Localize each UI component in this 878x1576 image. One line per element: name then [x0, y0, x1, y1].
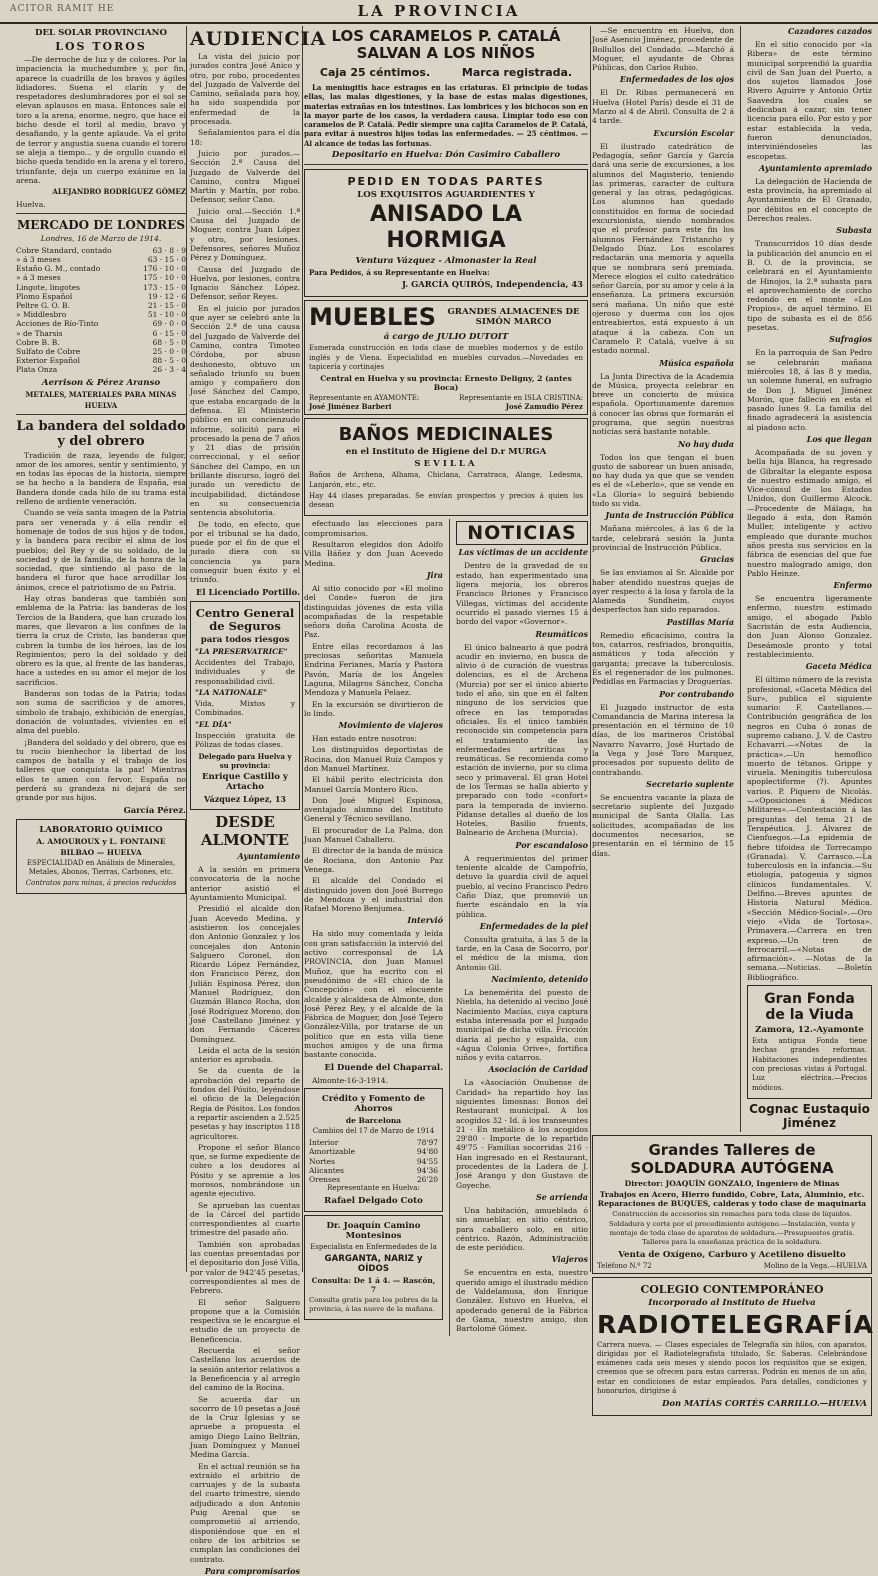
paragraph: El director de la banda de música de Rociana, don Antonio Paz Venega. — [304, 846, 443, 874]
divider — [16, 213, 186, 214]
market-date: Londres, 16 de Marzo de 1914. — [40, 234, 162, 244]
credito-label: Nortes — [309, 1156, 335, 1166]
audiencia-sign: El Licenciado Portillo. — [196, 586, 300, 597]
lab-special: ESPECIALIDAD en Análisis de Minerales, Metales, Abonos, Tierras, Carbones, etc. — [26, 858, 176, 876]
market-firm-city: HUELVA — [84, 400, 118, 410]
toros-place: Huelva. — [16, 200, 46, 210]
news-text: —Se encuentra en Huelva, don José Asencio Jiménez, procedente de Bollullos del Condado. —Marchó á Moguer, el ayudante de Obras Públicas, don Carlos Rubio. — [592, 26, 734, 73]
market-label: Cobre Standard, contado — [16, 245, 112, 255]
credito-ad — [304, 1088, 443, 1212]
paragraph: Se aprueban las cuentas de la Cárcel del partido correspondientes al cuarto trimestre del pasado año. — [190, 1200, 300, 1238]
local-news — [747, 26, 872, 982]
soldadura-dir: Director: JOAQUÍN GONZALO, Ingeniero de Minas — [624, 1178, 840, 1188]
subheading: Intervió — [407, 915, 443, 926]
market-firm-line: METALES, MATERIALES PARA MINAS — [25, 389, 177, 399]
news-text: Se encuentra ligeramente enfermo, nuestro estimado amigo, el abogado Pablo Sacristán de esta Audiencia, don Juan Alonso Gonzalez. Deseámosle pronto y total restablecimiento. — [747, 594, 872, 659]
banos-ad — [304, 418, 588, 516]
subheading: Movimiento de viajeros — [338, 720, 443, 731]
news-heading: Las víctimas de un accidente — [458, 547, 588, 558]
hormiga-brand: ANISADO LA HORMIGA — [369, 202, 523, 254]
lab-city: BILBAO — HUELVA — [60, 847, 142, 857]
col4-right — [747, 26, 872, 1132]
hormiga-head: PEDID EN TODAS PARTES — [347, 175, 545, 189]
muebles-head — [309, 304, 583, 330]
colegio-title: COLEGIO CONTEMPORÁNEO — [640, 1282, 824, 1296]
audiencia-title: AUDIENCIA — [190, 28, 327, 50]
solar-title: DEL SOLAR PROVINCIANO — [35, 28, 167, 38]
radio-text: Carrera nueva. — Clases especiales de Telegrafía sin hilos, con aparatos, dirigidas por el Radiotelegrafista titulado, Sr. Saberas. Celebrándose exámenes cada seis meses y siendo pocos los requisitos que se exigen, creemos que se ofrecen para estas carreras. Podrán en menos de un año, estar en condiciones de estar empleados. Para detalles, condiciones y honorarios, dirigirse á — [597, 1340, 867, 1396]
centro-item: Accidentes del Trabajo, individuales y de responsabilidad civil. — [195, 657, 295, 686]
news-heading: Enfermo — [833, 580, 872, 591]
catala-title: LOS CARAMELOS P. CATALÁ SALVAN A LOS NIÑOS — [331, 27, 561, 62]
almonte-sub: Ayuntamiento — [237, 851, 300, 862]
news-heading: Pastillas María — [666, 616, 734, 627]
news-text: Se las enviamos al Sr. Alcalde por haber atendido nuestras quejas de ayer respecto á la losa y farola de la Alameda Sundheim, cuyos desperfectos han sido reparados. — [592, 568, 734, 615]
soldadura-text2: Construcción de accesorios sin remaches para toda clase de líquidos. Soldadura y corte por el procedimiento autógeno.—Instalación, venta y montaje de toda clase de aparatos de soldadura.—Presupuestos gratis. Talleres para la enseñanza práctica de la soldadura. — [608, 1210, 856, 1247]
camino-spec: GARGANTA, NARIZ y OÍDOS — [324, 1253, 423, 1274]
audiencia-text — [190, 52, 300, 585]
hormiga-ad — [304, 169, 588, 297]
paragraph: Entre ellas recordamos á las preciosas señoritas Manuela Endrina Ferianes, María y Pastora Pavón, María de los Ángeles Laguna, Milagros Sánchez, Concha Mendoza y Manuela Pelaez. — [304, 641, 443, 698]
market-row — [16, 273, 186, 282]
market-label: » de Tharsis — [16, 328, 63, 338]
market-row — [16, 338, 186, 347]
centro-item: Inspección gratuita de Pólizas de todas clases. — [195, 731, 295, 750]
banos-city: SEVILLA — [414, 459, 478, 470]
paragraph: Don José Miguel Espinosa, aventajado alumno del Instituto General y Técnico sevillano. — [304, 795, 443, 824]
paragraph: Hay otras banderas que también son emblema de la Patria: las banderas de los Tercios de la Bandera, que han cruzado los mares, que llevaron a los confines de la tierra la cruz de Cristo, las banderas que cubren la tumba de los héroes, las de los Regimientos; pero la del soldado y del obrero es la que, al frente de las banderas, hace a ustedes en su amor el mejor de los sacrificios. — [16, 594, 186, 687]
flag-sign: García Pérez. — [123, 804, 186, 815]
paragraph: El procurador de La Palma, don Juan Manuel Caballero. — [304, 825, 443, 845]
soldadura-text: Trabajos en Acero, Hierro fundido, Cobre, Lata, Aluminio, etc. Reparaciones de BUQUES, calderas y todo clase de maquinaria — [597, 1189, 867, 1209]
masthead — [0, 0, 878, 24]
noticias-list — [456, 547, 588, 1333]
muebles-rep2: Representante en ISLA CRISTINA: José Zamudio Pérez — [459, 394, 583, 412]
news-text: El último número de la revista profesional, «Gaceta Médica del Sur», publica el siguiente sumario: F. Castellanos.—Contribución geográfica de los negros en Cuba ó zonas de supremo cabano. J. V. de Castro Echavarri.—«Notas de la práctica».—Un hemoflico muerto de tétanos. Grippe y viruela. Meningitis tuberculosa apoplectiforme (?). Apuntes varios. P. Piquero de Nicolás.—«Oposiciones á Médicos Militares».—Contestación á las preguntas del tema 21 de Terapéutica. J. Álvarez de Cienfuegos.—La epidemia de fiebre tifoidea de Torrecampo (Granada). V. Carrasco.—La tuberculosis en la infancia.—Su etiología, patogenia y signos clínicos fundamentales. V. Delfino.—Breves apuntes de Historia Natural Médica. «Sección Médico-Social».—Oro viejo «Vida de Tortosa». Primavera.—Carrera en tren expreso.—Un tren de ferrocarril.—«Notas de afirmación». —Notas de la semana.—Noticias. —Boletín Bibliográfico. — [747, 675, 872, 982]
news-heading: Reumáticos — [535, 628, 588, 639]
centro-item: Vida, Mixtos y Combinados. — [195, 699, 295, 718]
market-value: 63 · 8 · 9 — [152, 245, 186, 255]
news-heading: Los que llegan — [806, 433, 872, 444]
column-rule — [302, 26, 303, 1272]
col4-left — [592, 26, 734, 1132]
camino-addr: Consulta: De 1 á 4. — Rascón, 7 — [311, 1275, 436, 1294]
column-rule — [449, 519, 450, 1335]
paragraph: En la excursión se divirtieron de lo lindo. — [304, 699, 443, 718]
centro-items — [195, 647, 295, 750]
muebles-central: Central en Huelva y su provincia: Ernesto Deligny, 2 (antes Boca) — [320, 374, 572, 393]
paragraph: Recuerda el señor Castellano los acuerdos de la sesión anterior relativos a la Beneficencia y al arreglo del camino de la Rocina. — [190, 1346, 300, 1393]
market-label: » á 3 meses — [16, 254, 61, 264]
news-heading: Gaceta Médica — [805, 661, 872, 672]
centro-item: "LA NATIONALE" — [195, 687, 268, 697]
paragraph: En el juicio por jurados que ayer se celebró ante la Sección 2.ª de una causa del Juzgado de Valverde del Camino, contra Timoteo Córdoba, por abuso deshonesto, obtuvo un señalado triunfo su buen amigo y compañero don José Sánchez del Campo, que estaba encargado de la defensa. El Ministerio público en un concienzudo informe, solicitó para el procesado la pena de 7 años y 21 días de prisión correccional, y el señor Sánchez del Campo, en un brillante discurso, logró del jurado un veredicto de inculpabilidad, dictándose en su consecuencia sentencia absolutoria. — [190, 303, 300, 518]
fonda-text: Esta antigua Fonda tiene hechas grandes reformas. Habitaciones independientes con preciosas vistas á Portugal. Luz eléctrica.—Precios módicos. — [752, 1037, 867, 1092]
soldadura-foot — [597, 1262, 867, 1270]
market-row — [16, 347, 186, 356]
market-value: 68 · 5 · 0 — [152, 337, 186, 347]
credito-line: Cambios del 17 de Marzo de 1914 — [312, 1126, 435, 1135]
divider — [16, 414, 186, 415]
credito-row — [309, 1138, 438, 1147]
news-text: Mañana miércoles, á las 6 de la tarde, celebrará sesión la Junta provincial de Instrucción Pública. — [592, 524, 734, 552]
soldadura-ad — [592, 1135, 872, 1274]
market-row — [16, 264, 186, 273]
paragraph: Juicio por jurados.—Sección 2.ª Causa del Juzgado de Valverde del Camino, contra Miguel Martín y Martín, por robo. Defensor, señor Cano. — [190, 148, 300, 205]
paragraph: Juicio oral.—Sección 1.ª Causa del Juzgado de Moguer, contra Juan López y otro, por lesiones. Defensores, señores Muñoz Pérez y Domínguez. — [190, 206, 300, 263]
credito-row — [309, 1166, 438, 1175]
colegio-sub: Incorporado al Instituto de Huelva — [648, 1297, 816, 1308]
credito-sub: de Barcelona — [345, 1115, 402, 1125]
credito-value: 94'80 — [416, 1147, 438, 1157]
camino-ad — [304, 1215, 443, 1321]
credito-label: Interior — [309, 1138, 339, 1148]
news-heading: Enfermedades de la piel — [479, 920, 588, 931]
news-text: Se encuentra vacante la plaza de secretario suplente del Juzgado municipal de Santa Olalla. Las solicitudes, acompañadas de los documentos necesarios, se presentarán en el término de 15 días. — [592, 792, 734, 858]
paragraph: A la sesión en primera convocatoria de la noche anterior asistió el Ayuntamiento Municipal. — [190, 865, 300, 903]
camino-sub: Especialista en Enfermedades de la — [310, 1242, 437, 1251]
noticias-section — [456, 519, 588, 1335]
paragraph: Presidió el alcalde don Juan Acevedo Medina, y asistieron los concejales don Antonio Gonzalez y los concejales don Antonio Salguero Coronel, don Ricardo López Fernández, don Francisco Pérez, don Julián Espinosa Pérez, don Manuel Rodríguez, don Guzmán Blanco Rocha, don José Rodríguez Moreno, don José Castellano Jiménez y don Fernando Cáceres Domínguez. — [190, 904, 300, 1044]
soldadura-tel: Teléfono N.º 72 — [597, 1261, 652, 1270]
centro-sub: para todos riesgos — [200, 634, 290, 645]
paragraph: Tradición de raza, leyendo de fulgor, amor de los amores, sentir y sentimiento, y en todas las épocas de la historia, siempre se ha hecho a la bandera de España, esa Bandera donde cada hilo de su trama está relleno de ardiente veneración. — [16, 450, 186, 507]
muebles-ad — [304, 300, 588, 415]
paragraph: La vista del juicio por jurados contra José Anico y otro, por robo, procedentes del Juzgado de Valverde del Camino, señalada para hoy, ha sido suspendida por enfermedad de la procesada. — [190, 52, 300, 127]
muebles-mgr: á cargo de JULIO DUTOIT — [383, 332, 509, 343]
paragraph: Almonte-16-3-1914. — [312, 1075, 389, 1085]
almonte-title: DESDE ALMONTE — [200, 813, 290, 850]
camino-note: Consulta gratis para los pobres de la provincia, á las nueve de la mañana. — [309, 1295, 438, 1314]
news-text: Acompañada de su joven y bella hija Blanca, ha regresado de Gibraltar la elegante esposa de nuestro estimado amigo, el Vice-cónsul de los Estados Unidos, don Guillermo Alcock. —Procedente de Málaga, ha llegado á esta, don Ramón Muller, inteligente y activo empleado que durante muchos años presta sus servicios en la fábrica de esencias del que fue nuestro malogrado amigo, don Pablo Heinze. — [747, 447, 872, 578]
credito-label: Orenses — [309, 1175, 341, 1184]
paragraph: Señalamientos para el día 18: — [190, 128, 300, 147]
market-row — [16, 255, 186, 264]
news-heading: Enfermedades de los ojos — [619, 74, 734, 85]
news-heading: Subasta — [836, 225, 872, 236]
news-text: Todos los que tengan el buen gusto de saborear un buen anisado, no hay duda ya que que se venden es el de «Leberlo», que se vende en «La Gloria» lo seguirá bebiendo todo su vida. — [592, 452, 734, 509]
flag-title: La bandera del soldado y del obrero — [16, 418, 186, 449]
news-text: El Dr. Ribas permanecerá en Huelva (Hotel París) desde el 31 de Marzo al 4 de Abril. Consulta de 2 á 4 tarde. — [592, 88, 734, 126]
credito-value: 94'55 — [416, 1156, 438, 1166]
market-label: » Middlesbro — [16, 310, 67, 320]
muebles-rep1: Representante en AYAMONTE: José Jiménez Barberi — [309, 394, 420, 412]
column-rule — [590, 26, 591, 1272]
muebles-text: Esmerada construcción en toda clase de muebles modernos y de estilo inglés y de Viena. Especialidad en muebles curvados.—Novedades en tapicería y cortinajes — [309, 344, 583, 371]
cognac-ad: Cognac Eustaquio Jiménez — [749, 1101, 870, 1130]
masthead-corner: ACITOR RAMIT HE — [10, 4, 115, 14]
credito-label: Amortizable — [309, 1147, 356, 1157]
news-text: En la parroquia de San Pedro se celebrarán mañana miércoles 18, á las 8 y media, un solemne funeral, en sufragio de Don J. Miguel Jiménez Morón, que falleció en esta el pasado lunes 9. La familia del finado agradecerá la asistencia al piadoso acto. — [747, 348, 872, 432]
hormiga-sub: LOS EXQUISITOS AGUARDIENTES Y — [357, 190, 535, 201]
market-label: Acciones de Río-Tinto — [16, 319, 99, 329]
market-value: 51 · 10 · 0 — [147, 310, 186, 320]
paragraph: ¡Bandera del soldado y del obrero, que es tu rocío bienhechor la libertad de los campos de batalla y el trabajo de los talleres que conquista la paz! Mientras ellos te amen con fervor, España no perderá su grandeza ni dejará de ser grande por sus hijos. — [16, 737, 186, 803]
market-value: 26 · 3 · 4 — [152, 365, 186, 375]
paragraph: También son aprobadas las cuentas presentadas por el depositario don José Villa, por valor de 942'45 pesetas, correspondientes al mes de Febrero. — [190, 1239, 300, 1296]
news-text: Se encuentra en esta, nuestro querido amigo el ilustrado médico de Valdelamusa, don Enrique González. Estuvo en Huelva, el apoderado general de la Fábrica de Gama, nuestro amigo, don Bartolomé Gómez. — [456, 1268, 589, 1334]
paragraph: El hábil perito electricista don Manuel García Montero Rico. — [304, 775, 443, 794]
paragraph: Ha sido muy comentada y leída con gran satisfacción la intervió del activo corresponsal de LA PROVINCIA, don Juan Manuel Muñoz, que ha escrito con el pseudónimo de «El chico de la Concepción» con el elocuente alcalde y alcaldesa de Almonte, don José Pérez Rey, y el alcalde de la Fábrica de Moguer, don José Tejero González-Villa, por tratarse de un político que en esta villa tiene muchos amigos y de una firma bastante conocida. — [304, 929, 443, 1060]
radio-title: RADIOTELEGRAFÍA — [597, 1309, 874, 1339]
centro-addr: Vázquez López, 13 — [204, 794, 286, 805]
radio-sign: Don MATÍAS CORTÉS CARRILLO.—HUELVA — [662, 1398, 867, 1409]
market-label: Plata Onza — [16, 365, 58, 375]
news-text: La delegación de Hacienda de esta provincia, ha apremiado al Ayuntamiento de El Granado, por débitos en el concepto de Derechos reales. — [747, 176, 872, 224]
credito-title: Crédito y Fomento de Ahorros — [321, 1093, 426, 1114]
paragraph: Cuando se veía santa imagen de la Patria para ser venerada y á ella rendir el homenaje de todos de sus hijos y de todos, y la bandera para recibir el alma de los pueblos; del Rey y de su soldado, de la sociedad y de la familia, de la honra de la sociedad, que sintiendo al paso de la bandera el furor que hace arrodillar los ánimos, crece el patriotismo de su Patria. — [16, 508, 186, 592]
col4-split — [592, 26, 872, 1132]
catala-reg: Marca registrada. — [461, 66, 573, 79]
paragraph: Se da cuenta de la aprobación del reparto de fondos del Pósito, leyéndose el oficio de la Delegación Regia de Pósitos. Los fondos a repartir ascienden a 2.525 pesetas y hay inscriptos 118 agricultores. — [190, 1066, 300, 1141]
credito-rep: Representante en Huelva: — [327, 1184, 420, 1193]
news-heading: Ayuntamiento apremiado — [759, 162, 872, 173]
column-rule — [740, 26, 741, 1132]
market-row — [16, 365, 186, 374]
news-heading: Cazadores cazados — [787, 26, 872, 36]
catala-text: La meningitis hace estragos en las criaturas. El principio de todas ellas, las malas digestiones, y la base de estas malas digestiones, materias extrañas en los intestinos. Las lombrices y los bichocos son en la mayor parte de los casos, la verdadera causa. Limpiar todo eso con caramelos de P. Catalá. Pedir siempre una cajita Caramelos de P. Catalá, para evitar á nuestros hijos todas las enfermedades. — 25 céntimos. — Al alcance de todas las fortunas. — [304, 83, 588, 148]
toros-text: —De derroche de luz y de colores. Por la impaciencia la muchedumbre y, por fin, aparece la cuadrilla de los bravos y ágiles lidiadores. Suena el clarín y de respetadores deslumbradores por el sol se elevan aplausos en masa. Entonces sale el toro a la arena, enorme, negro, que hace el bicho desde el toril al medio, bravo y desafiando, y la gente aplaude. Va el grito de terror y angustia suena cuando el torero se aleja a tiempo... y de orgullo cuando el bicho queda tendido en la arena y el torero, triunfante, deja un cuerpo exánime en la arena. — [16, 55, 186, 185]
news-heading: Se arrienda — [536, 1191, 588, 1202]
news-text: La benemérita del puesto de Niebla, ha detenido al vecino José Nacimiento Macías, cuya captura estaba interesada por el Juzgado municipal de dicha villa. Fricción diaria al pecho y espalda, con «Agua Colonia Orive», fortifica niños y evita catarros. — [456, 988, 588, 1063]
news-text: Una habitación, amueblada ó sin amueblar, en sitio céntrico, para caballero solo, en sitio céntrico. Razón, Administración de este periódico. — [456, 1205, 588, 1253]
credito-row — [309, 1157, 438, 1166]
subheading: Jira — [426, 569, 443, 580]
centro-title: Centro General de Seguros — [195, 605, 295, 633]
news-text: El único balneario á que podrá acudir en invierno, en busca de alivio ó de curación de vuestras dolencias, es el de Archena (Murcia) por ser el único abierto todo el año, sin que en él falten ninguno de los servicios que ofrece en las temporadas oficiales. Es el único también reconocido sin competencia para el tratamiento de las enfermedades artríticas y reumáticas. Se recomienda como estación de invierno, por su clima seco y primaveral. El gran Hotel de los Termas se halla abierto y preparado con todo «confort» para la temporada de invierno. Pídanse detalles al dueño de los Hoteles, Basilio fruents, Balneario de Archena (Murcia). — [456, 642, 588, 838]
news-heading: Música española — [659, 357, 734, 368]
market-label: Lingote, lingotes — [16, 282, 80, 292]
market-row — [16, 310, 186, 319]
soldadura-oxy: Venta de Oxígeno, Carburo y Acetileno disuelto — [618, 1249, 846, 1260]
market-value: 88 · 5 · 0 — [152, 356, 186, 366]
column-4 — [592, 26, 874, 1409]
market-value: 19 · 12 · 6 — [147, 291, 186, 301]
market-value: 6 · 15 · 0 — [152, 328, 186, 338]
credito-row — [309, 1147, 438, 1156]
muebles-reps — [309, 394, 583, 411]
muebles-store: GRANDES ALMACENES DE SIMÓN MARCO — [447, 307, 580, 328]
market-value: 173 · 15 · 0 — [143, 282, 186, 292]
banos-sub: en el Instituto de Higiene del D.r MURGA — [345, 447, 547, 458]
news-text: El Juzgado instructor de esta Comandancia de Marina interesa la presentación en el término de 10 días, de los marineros Cristóbal Navarro Navarro, José Hurtado de la Vega y José Toro Marquez, procesados por supuesto delito de contrabando. — [592, 702, 734, 777]
market-label: Estaño G. M., contado — [16, 264, 101, 274]
soldadura-addr: Molino de la Vega.—HUELVA — [763, 1261, 867, 1270]
centro-delegado: Delegado para Huelva y su provincia: — [198, 751, 292, 770]
news-heading: No hay duda — [677, 438, 734, 449]
news-heading: Secretario suplente — [646, 778, 734, 789]
lab-title: LABORATORIO QUÍMICO — [39, 824, 163, 835]
market-label: Peltre G. O. B. — [16, 300, 70, 310]
muebles-title: MUEBLES — [309, 303, 437, 332]
centro-item: "EL DÍA" — [195, 719, 232, 729]
masthead-title: LA PROVINCIA — [357, 2, 521, 20]
seguros-ad — [190, 601, 300, 811]
lab-ad — [16, 819, 186, 895]
catala-dep: Depositario en Huelva: Dón Casimiro Caballero — [331, 150, 561, 161]
centro-name: Enrique Castillo y Artacho — [201, 772, 289, 793]
market-row — [16, 283, 186, 292]
credito-name: Rafael Delgado Coto — [324, 1195, 423, 1206]
market-value: 69 · 0 · 0 — [152, 319, 186, 329]
divider — [304, 164, 588, 165]
credito-value: 26'20 — [416, 1175, 438, 1184]
col3-split — [304, 519, 588, 1335]
colegio-ad — [592, 1277, 872, 1417]
news-text: A requerimientos del primer teniente alcalde de Campofrío, detuvo la guardia civil de aquel pueblo, al vecino Francisco Pedro Caño Díaz, que promovió un fuerte escándalo en la vía pública. — [456, 853, 588, 919]
news-heading: Por contrabando — [659, 688, 734, 699]
almonte-cont — [304, 519, 443, 1335]
paragraph: Banderas son todas de la Patria; todas son suma de sacrificios y de amores, símbolo de trabajo, exhibición de energías, donación de voluntades, vivientes en el alma del pueblo. — [16, 689, 186, 736]
news-heading: Excursión Escolar — [653, 127, 734, 138]
market-label: Cobre B. B. — [16, 337, 60, 347]
market-firm: Aerrison & Pérez Aranso — [41, 377, 161, 388]
almonte-text — [190, 865, 300, 1564]
soldadura-title: Grandes Talleres de SOLDADURA AUTÓGENA — [630, 1140, 834, 1177]
market-row — [16, 319, 186, 328]
news-text: La Junta Directiva de la Academia de Música, proyecta celebrar en breve un concierto de música española. Oportunamente daremos á conocer las obras que formarán el programa, que según nuestras noticias será bastante notable. — [592, 371, 734, 437]
lab-footer: Contratos para minas, á precios reducidos — [25, 879, 177, 888]
paragraph: efectuado las elecciones para compromisarios. — [304, 519, 443, 538]
news-heading: Gracias — [700, 554, 734, 565]
column-1 — [16, 26, 186, 1272]
news-heading: Viajeros — [551, 1254, 588, 1265]
paragraph: El alcalde del Condado el distinguido joven don José Borrego de Mendoza y el industrial don Rafael Moreno Benjumea. — [304, 876, 443, 914]
paragraph: El señor Salguero propone que a la Comisión respectiva se le encargue el estudio de un proyecto de Beneficencia. — [190, 1297, 300, 1344]
paragraph: Propone el señor Blanco que, se forme expediente de cobro a los deudores al Pósito y se apremie a los morosos, nombrándose un agente ejecutivo. — [190, 1142, 300, 1199]
flag-article — [16, 451, 186, 803]
fonda-addr: Zamora, 12.-Ayamonte — [755, 1025, 864, 1036]
news-text: La «Asociación Onubense de Caridad» ha repartido hoy las siguientes limosnas: Bonos del Restaurant municipal. A los acogidos 32 · Id. á los transeuntes 21 · En metálico á los acogidos 29'80 · Importe de lo repartido 49'75 · Familias socorridas 216 · Han ingresado en el Restaurant, procedentes de la Ladera de J. José Arangu y don Gustavo de Goyeche. — [456, 1078, 588, 1190]
centro-item: "LA PRESERVATRICE" — [195, 646, 288, 656]
hormiga-rep2: J. GARCÍA QUIRÓS, Independencia, 43 — [401, 279, 583, 290]
news-heading: Asociación de Caridad — [488, 1064, 588, 1075]
news-heading: Junta de Instrucción Pública — [605, 510, 734, 521]
paragraph: Se acuerda dar un socorro de 10 pesetas a José de la Cruz Iglesias y se apruebe a propuesta el amigo Diego Laíno Beltrán, Juan Domínguez y Manuel Medina García. — [190, 1394, 300, 1460]
fonda-ad — [747, 985, 872, 1099]
banos-title: BAÑOS MEDICINALES — [338, 424, 554, 446]
column-rule — [186, 26, 187, 1272]
column-3 — [304, 26, 589, 1334]
market-label: Sulfato de Cobre — [16, 346, 81, 356]
news-heading: Sufragios — [829, 334, 872, 345]
paragraph: Leída el acta de la sesión anterior es aprobada. — [190, 1045, 300, 1065]
credito-value: 78'97 — [416, 1138, 438, 1148]
news-text: El ilustrado catedrático de Pedagogía, señor García y García dará una serie de excursiones, a los alumnos del Magisterio, teniendo las primeras, caracter de cultura general y las otras, pedagógicas. Los alumnos han quedado constituídos en forma de sociedad excursionista, siendo nombrados que el profesor para este fin los alumnos Fernández Tristancho y Delgado Díaz. Los escolares redactarán una memoria y aquella que se nombrara será premiada. Merece elogios el culto catedrático señor García, por su amor y celo á la enseñanza. La primera excursión será mañana. Un niño que esté ojeroso y duerma con los ojos entreabiertos, está expuesto á un ataque á la cabeza. Con un Caramelo P. Catalá, vuelve á su estado normal. — [592, 141, 734, 356]
lab-names: A. AMOUROUX y L. FONTAINE — [36, 836, 166, 846]
news-briefs — [592, 26, 734, 858]
catala-box: Caja 25 céntimos. — [319, 66, 431, 79]
signature: El Duende del Chaparral. — [324, 1061, 443, 1072]
camino-title: Dr. Joaquín Camino Montesinos — [326, 1220, 421, 1241]
fonda-title: Gran Fonda de la Viuda — [764, 991, 855, 1024]
banos-text: Baños de Archena, Alhama, Chiclana, Carratraca, Alange, Ledesma, Lanjarón, etc., etc. — [309, 471, 583, 489]
market-row — [16, 329, 186, 338]
market-value: 21 · 15 · 0 — [147, 300, 186, 310]
market-row — [16, 292, 186, 301]
almonte-continued — [304, 519, 443, 1084]
hormiga-rep: Para Pedidos, á su Representante en Huelva: — [309, 268, 490, 278]
paragraph: Han estado entre nosotros: — [312, 734, 417, 744]
almonte-end: Para compromisarios — [204, 1565, 300, 1576]
market-row — [16, 356, 186, 365]
news-text: En el sitio conocido por «la Ribera» de este término municipal sorprendió la guardia civil de San Juan del Puerto, a dos sujetos llamados José Rivero Aguirre y Antonio Ortiz Saavedra los cuales se dedicaban á cazar, sin tener licencia para ello. Por esto y por estar establecida la veda, fueron denunciados, interviniéndoseles las escopetas. — [747, 40, 872, 161]
credito-table — [309, 1138, 438, 1184]
market-row — [16, 246, 186, 255]
paragraph: Resultaron elegidos don Adolfo Villa Báñez y don Juan Acevedo Medina. — [304, 540, 443, 568]
news-heading: Nacimiento, detenido — [491, 974, 588, 985]
hormiga-maker: Ventura Vázquez - Almonaster la Real — [355, 256, 537, 267]
catala-row — [304, 64, 588, 81]
toros-sign: ALEJANDRO RODRÍGUEZ GÓMEZ — [52, 187, 186, 197]
banos-text2: Hay 44 clases preparadas. Se envían prospectos y precios á quien los desean — [309, 491, 583, 510]
paragraph: Causa del Juzgado de Huelva, por lesiones, contra Ignacio Sánchez López. Defensor, señor Reyes. — [190, 264, 300, 302]
paragraph: Los distinguidos deportistas de Rocina, don Manuel Ruiz Campos y don Manuel Martínez. — [304, 745, 443, 773]
credito-value: 94'36 — [416, 1165, 438, 1175]
news-text: Consulta gratuita, á las 5 de la tarde, en la Casa de Socorro, por el médico de la misma, don Antonio Gil. — [456, 934, 588, 972]
market-value: 175 · 10 · 0 — [143, 273, 186, 283]
market-value: 176 · 10 · 0 — [143, 264, 186, 274]
market-table — [16, 246, 186, 375]
paragraph: De todo, en efecto, que por el tribunal se ha dado, puede por el fin de que el jurado diera con su conciencia ya para conseguir buen éxito y el triunfo. — [190, 519, 300, 585]
market-value: 25 · 0 · 0 — [152, 346, 186, 356]
news-text: Transcurridos 10 días desde la publicación del anuncio en el B. O. de la provincia, se celebrará en el Ayuntamiento de Hinojos, la 2.ª subasta para el aprovechamiento de corcho redondo en el monte «Los Propios», de aquel término. El tipo de subasta es el de 856 pesetas. — [747, 239, 872, 333]
credito-label: Alicantes — [309, 1165, 345, 1175]
market-label: » á 3 meses — [16, 273, 61, 283]
paragraph: Al sitio conocido por «El molino del Conde» fueron de jira distinguidas jóvenes de esta villa acompañadas de la respetable señora doña Carolina Acosta de Paz. — [304, 583, 443, 640]
noticias-title: NOTICIAS — [456, 521, 588, 545]
market-label: Exterior Español — [16, 356, 80, 366]
market-value: 63 · 15 · 0 — [147, 254, 186, 264]
market-title: MERCADO DE LONDRES — [16, 218, 186, 233]
news-text: Remedio eficacísimo, contra la tos, catarros, resfriados, bronquitis, asmáticos y toda afección y garganta; precave la tuberculosis. Es el regenerador de los pulmones. Pedidlas en Farmacias y Droguerías. — [592, 630, 734, 687]
market-row — [16, 301, 186, 310]
market-label: Plomo Español — [16, 291, 73, 301]
paragraph: En el actual reunión se ha extraído el arbitrio de carruajes y de la subasta del cuarto trimestre, siendo adjudicado a don Antonio Puig Arenal que se comprometió al arriendo, disponiéndose que en el cobro de los arbitrios se cumplan las condiciones del contrato. — [190, 1461, 300, 1564]
toros-title: LOS TOROS — [55, 40, 147, 53]
news-heading: Por escandaloso — [515, 839, 588, 850]
news-text: Dentro de la gravedad de su estado, han experimentado una ligera mejoría, los obreros Francisco Briones y Francisco Villegas, víctimas del accidente ocurrido el pasado viernes 15 á bordo del vapor «Governor». — [456, 561, 588, 627]
credito-row — [309, 1175, 438, 1184]
